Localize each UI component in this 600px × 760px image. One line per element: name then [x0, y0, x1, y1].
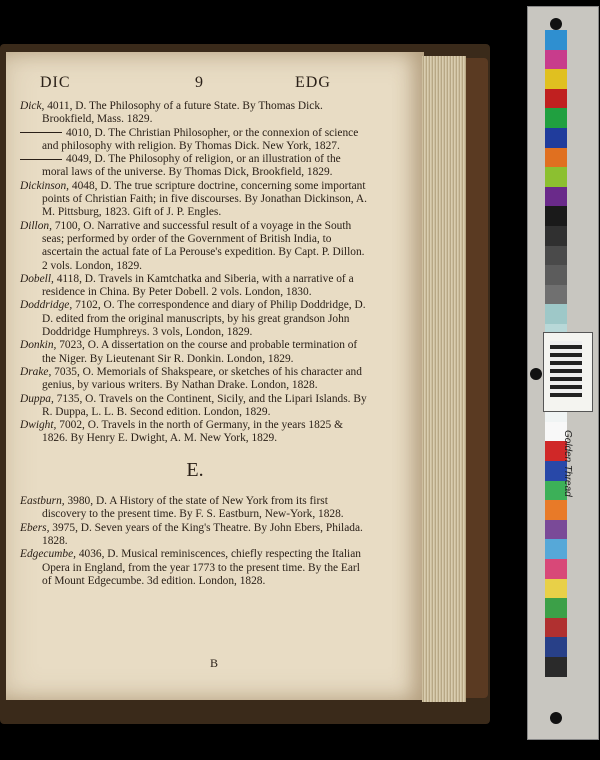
catalog-entry: [20, 220, 370, 273]
catalog-entry: [20, 366, 370, 393]
color-swatch: [545, 265, 567, 285]
section-letter: E.: [186, 458, 204, 481]
color-swatch: [545, 226, 567, 246]
entry-text: 7102, O. The correspondence and diary of Philip Doddridge, D. D. edited from the original manuscripts, by his great grandson John Doddridge Humphreys. 3 vols, London, 1829.: [42, 299, 366, 339]
entries-d-list: [20, 100, 370, 446]
color-swatch: [545, 30, 567, 50]
color-swatch: [545, 618, 567, 638]
catalog-entry: [20, 180, 370, 220]
entry-text: 7135, O. Travels on the Continent, Sicily, and the Lipari Islands. By R. Duppa, L. L. B. Second edition. London, 1829.: [42, 392, 367, 418]
entry-author: Eastburn,: [20, 495, 65, 508]
punch-hole-icon: [550, 18, 562, 30]
catalog-entry: [20, 393, 370, 420]
entry-author: Dobell,: [20, 272, 54, 285]
entry-author: Donkin,: [20, 339, 57, 352]
catalog-entry: [20, 495, 370, 522]
color-swatch: [545, 304, 567, 324]
catalog-entry: [20, 419, 370, 446]
entry-text: 4011, D. The Philosophy of a future State. By Thomas Dick. Brookfield, Mass. 1829.: [42, 100, 323, 126]
catalog-entry: [20, 273, 370, 300]
entry-text: 3975, D. Seven years of the King's Theatre. By John Ebers, Philada. 1828.: [42, 521, 363, 547]
color-swatch: [545, 148, 567, 168]
entry-text: 4010, D. The Christian Philosopher, or the connexion of science and philosophy with religion. By Thomas Dick. New York, 1827.: [42, 126, 359, 152]
catalog-entry: [20, 299, 370, 339]
color-swatch: [545, 167, 567, 187]
color-swatch: [545, 69, 567, 89]
entry-author: Dillon,: [20, 219, 52, 232]
entry-author: Edgecumbe,: [20, 548, 76, 561]
color-swatch: [545, 559, 567, 579]
catalog-entries: [20, 100, 370, 588]
color-swatch: [545, 579, 567, 599]
entry-text: 7100, O. Narrative and successful result of a voyage in the South seas; performed by order of the Government of British India, to ascertain the actual fate of La Perouse's expedition. By Capt. P. Dillon. 2 vols. London, 1829.: [42, 219, 365, 272]
entry-text: 4118, D. Travels in Kamtchatka and Siberia, with a narrative of a residence in China. By Peter Dobell. 2 vols. London, 1830.: [42, 272, 354, 299]
cover-edge: [466, 58, 488, 698]
color-swatch: [545, 128, 567, 148]
color-swatch: [545, 637, 567, 657]
header-left: DIC: [40, 74, 71, 91]
color-swatch: [545, 285, 567, 305]
color-swatch: [545, 598, 567, 618]
signature-mark: B: [210, 656, 219, 670]
catalog-entry: [20, 153, 370, 180]
catalog-entry: [20, 127, 370, 154]
entries-e-list: [20, 495, 370, 588]
color-swatch: [545, 246, 567, 266]
entry-text: 3980, D. A History of the state of New York from its first discovery to the present time. By F. S. Eastburn, New-York, 1828.: [42, 495, 344, 521]
color-swatch: [545, 206, 567, 226]
entry-author: Drake,: [20, 365, 52, 378]
entry-text: 7035, O. Memorials of Shakspeare, or sketches of his character and genius, by various writers. By Nathan Drake. London, 1828.: [42, 365, 362, 392]
color-swatch: [545, 50, 567, 70]
color-swatch: [545, 539, 567, 559]
entry-text: 7023, O. A dissertation on the course and probable termination of the Niger. By Lieutenant Sir R. Donkin. London, 1829.: [42, 339, 358, 365]
entry-author: Ebers,: [20, 521, 50, 534]
entry-text: 7002, O. Travels in the north of Germany, in the years 1825 & 1826. By Henry E. Dwight, A. M. New York, 1829.: [42, 419, 343, 445]
page-edges: [422, 56, 466, 702]
punch-hole-icon: [530, 368, 542, 380]
color-swatch: [545, 187, 567, 207]
entry-author: Dick,: [20, 100, 45, 112]
color-swatch: [545, 108, 567, 128]
entry-text: 4048, D. The true scripture doctrine, concerning some important points of Christian Faith; in five discourses. By Jonathan Dickinson, A. M. Pittsburg, 1823. Gift of J. P. Engles.: [42, 179, 367, 219]
catalog-entry: [20, 548, 370, 588]
catalog-entry: [20, 522, 370, 549]
entry-author: Duppa,: [20, 392, 54, 405]
entry-author: Dickinson,: [20, 179, 70, 192]
color-swatch: [545, 500, 567, 520]
resolution-target: [543, 332, 593, 412]
page-number: 9: [195, 74, 204, 91]
color-swatch: [545, 89, 567, 109]
color-swatch: [545, 520, 567, 540]
card-brand: Golden Thread: [562, 430, 573, 497]
header-right: EDG: [295, 74, 331, 91]
entry-text: 4049, D. The Philosophy of religion, or an illustration of the moral laws of the universe. By Thomas Dick, Brookfield, 1829.: [42, 153, 341, 179]
ditto-dash: [20, 159, 62, 160]
entry-author: Dwight,: [20, 419, 57, 432]
color-swatch: [545, 657, 567, 677]
entry-author: Doddridge,: [20, 299, 73, 312]
catalog-entry: [20, 100, 370, 127]
ditto-dash: [20, 132, 62, 133]
punch-hole-icon: [550, 712, 562, 724]
catalog-entry: [20, 339, 370, 366]
entry-text: 4036, D. Musical reminiscences, chiefly respecting the Italian Opera in England, from the year 1773 to the present time. By the Earl of Mount Edgecumbe. 3d edition. London, 1828.: [42, 548, 361, 587]
running-header: [40, 74, 370, 94]
